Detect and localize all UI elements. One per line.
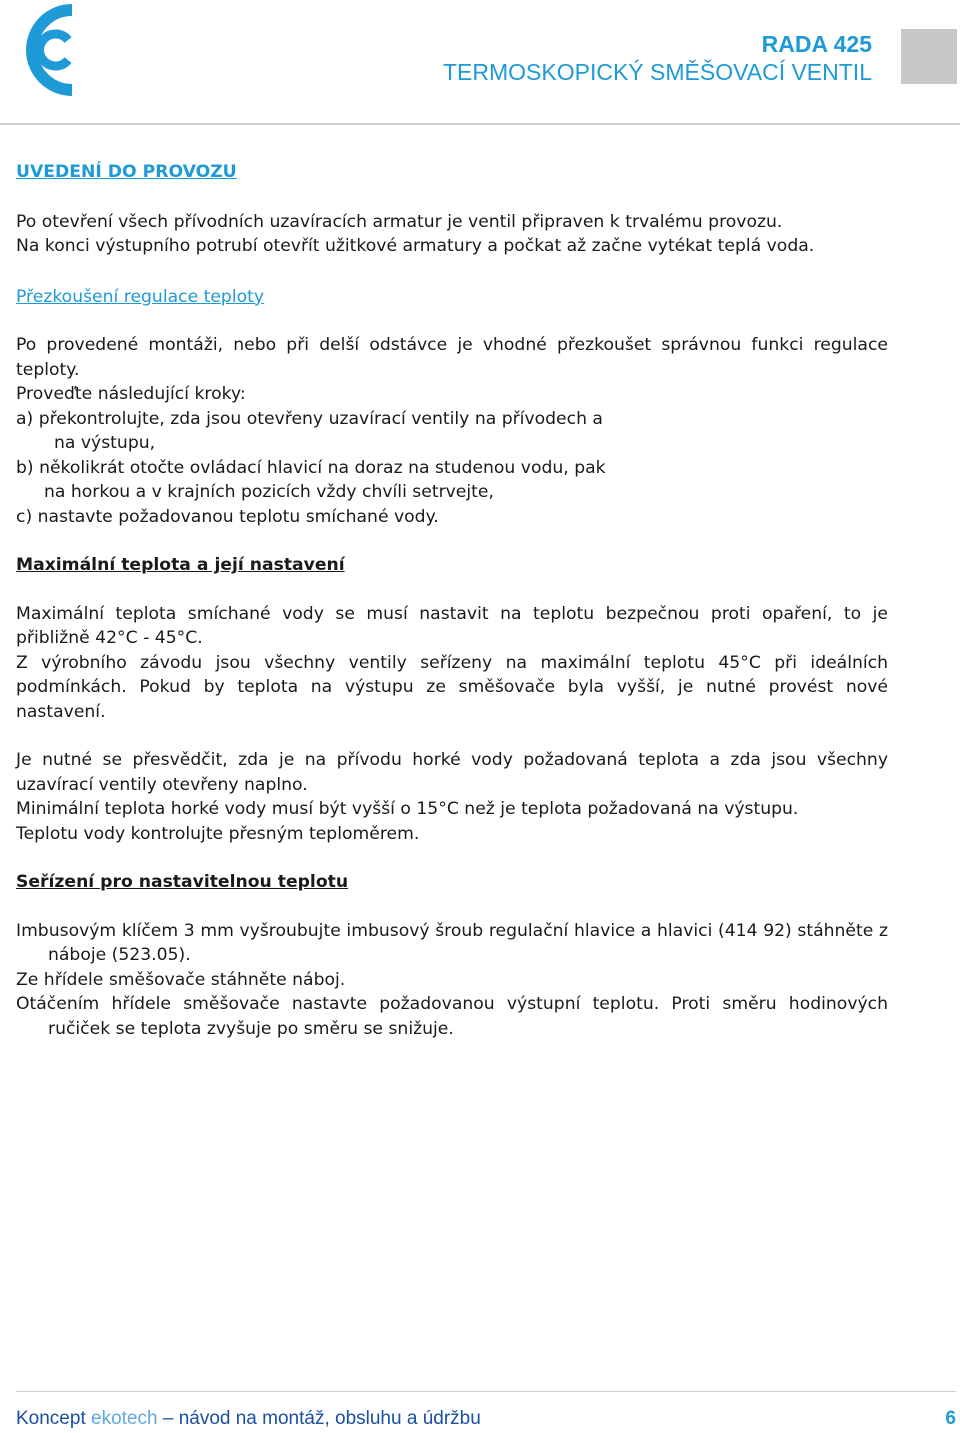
paragraph: Imbusovým klíčem 3 mm vyšroubujte imbusový šroub regulační hlavice a hlavici (414 92) stáhněte z náboje (523.05).	[16, 920, 888, 965]
list-item: c) nastavte požadovanou teplotu smíchané vody.	[16, 506, 439, 527]
paragraph: Po otevření všech přívodních uzavíracích armatur je ventil připraven k trvalému provozu.	[16, 211, 783, 232]
footer-brand: Koncept	[16, 1408, 86, 1429]
document-title	[443, 30, 872, 86]
paragraph: Z výrobního závodu jsou všechny ventily seřízeny na maximální teplotu 45°C při ideálních podmínkách. Pokud by teplota na výstupu ze směšovače byla vyšší, je nutné provést nové nastavení.	[16, 652, 888, 722]
paragraph: Po provedené montáži, nebo při delší odstávce je vhodné přezkoušet správnou funkci regulace teploty.	[16, 335, 888, 380]
list-item-continuation: na horkou a v krajních pozicích vždy chvíli setrvejte,	[44, 482, 494, 502]
section-heading-maximalni: Maximální teplota a její nastavení	[16, 555, 345, 575]
paragraph: Je nutné se přesvědčit, zda je na přívodu horké vody požadovaná teplota a zda jsou všechny uzavírací ventily otevřeny naplno.	[16, 750, 888, 795]
paragraph: Maximální teplota smíchané vody se musí nastavit na teplotu bezpečnou proti opaření, to je přibližně 42°C - 45°C.	[16, 603, 888, 648]
section-heading-serizeni: Seřízení pro nastavitelnou teplotu	[16, 872, 349, 892]
paragraph: Teplotu vody kontrolujte přesným teploměrem.	[16, 823, 420, 844]
list-item: a) překontrolujte, zda jsou otevřeny uzavírací ventily na přívodech a	[16, 408, 603, 429]
paragraph: Na konci výstupního potrubí otevřít užitkové armatury a počkat až začne vytékat teplá voda.	[16, 236, 815, 256]
section-heading-prezkouseni: Přezkoušení regulace teploty	[16, 286, 265, 307]
company-logo	[0, 0, 96, 100]
footer-divider	[16, 1391, 956, 1392]
list-item-continuation: na výstupu,	[54, 433, 156, 453]
header-divider	[0, 123, 960, 125]
footer-brand-accent: ekotech	[91, 1408, 158, 1429]
series-title: RADA 425	[761, 31, 872, 57]
paragraph: Proveďte následující kroky:	[16, 384, 246, 404]
paragraph: Minimální teplota horké vody musí být vyšší o 15°C než je teplota požadovaná na výstupu.	[16, 799, 799, 819]
header-gray-box	[901, 29, 957, 84]
page-content	[16, 160, 888, 1041]
footer-subtitle: – návod na montáž, obsluhu a údržbu	[162, 1408, 481, 1429]
paragraph: Otáčením hřídele směšovače nastavte požadovanou výstupní teplotu. Proti směru hodinových ručiček se teplota zvyšuje po směru se snižuje.	[16, 994, 888, 1039]
paragraph: Ze hřídele směšovače stáhněte náboj.	[16, 969, 346, 990]
page-number: 6	[945, 1408, 956, 1429]
footer	[16, 1408, 956, 1430]
section-heading-uvedeni: UVEDENÍ DO PROVOZU	[16, 162, 237, 182]
product-title: TERMOSKOPICKÝ SMĚŠOVACÍ VENTIL	[443, 59, 872, 85]
list-item: b) několikrát otočte ovládací hlavicí na doraz na studenou vodu, pak	[16, 457, 606, 478]
